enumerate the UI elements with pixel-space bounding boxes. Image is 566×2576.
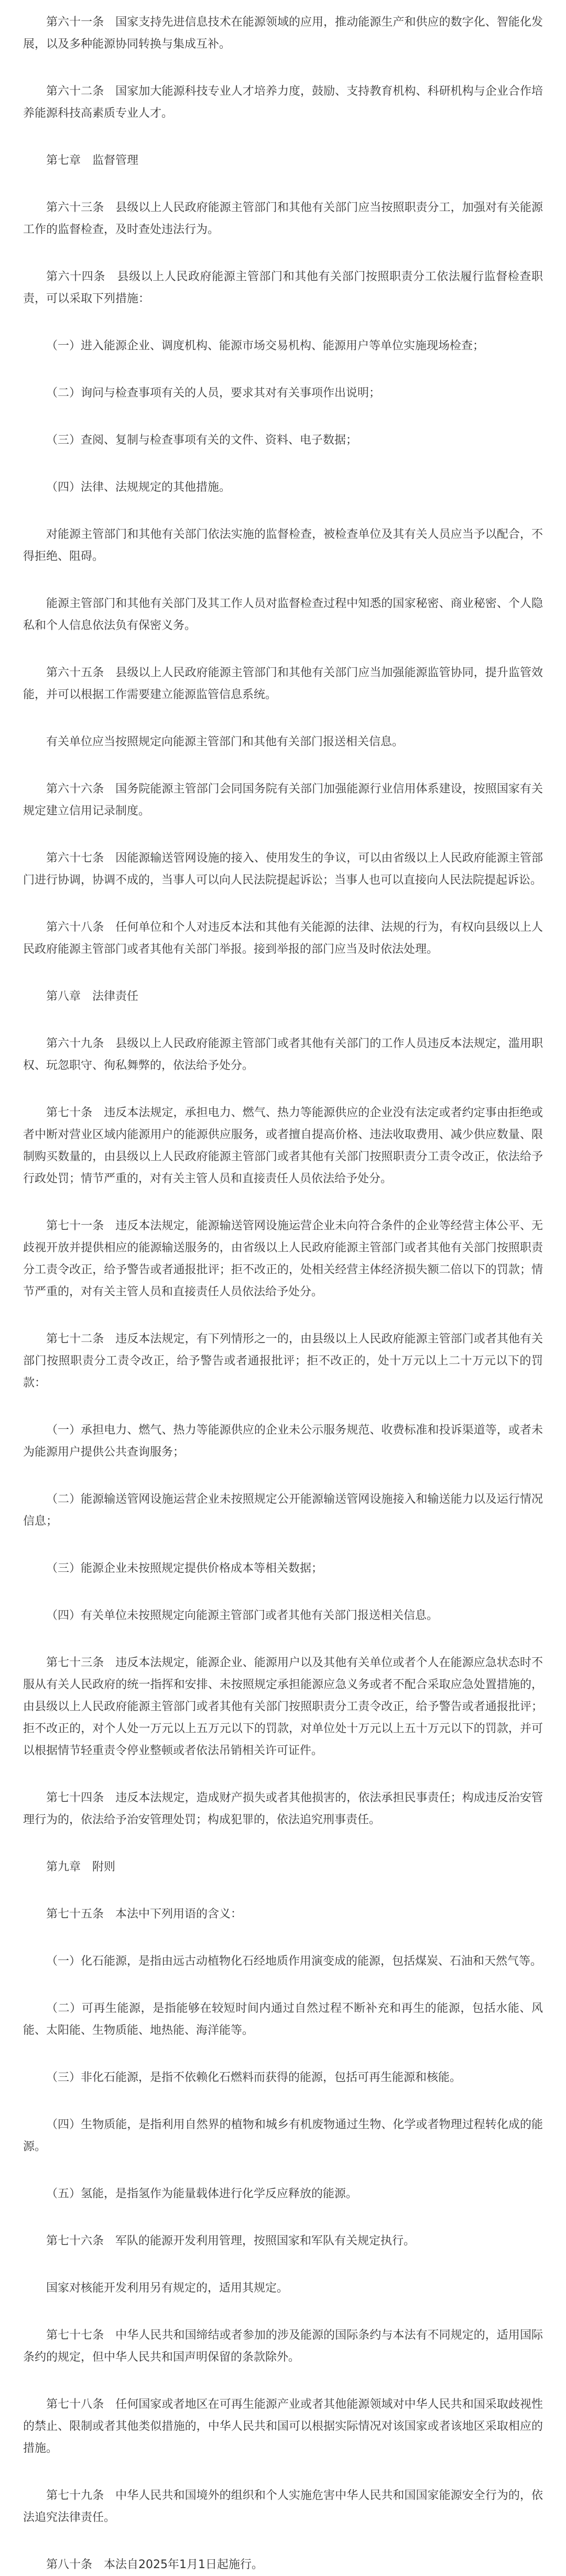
article-paragraph: （二）询问与检查事项有关的人员，要求其对有关事项作出说明； <box>46 387 381 400</box>
chapter-heading: 第八章 法律责任 <box>46 990 139 1003</box>
article-paragraph: 国家对核能开发利用另有规定的，适用其规定。 <box>46 2282 289 2295</box>
article-paragraph: 第六十八条 任何单位和个人对违反本法和其他有关能源的法律、法规的行为，有权向县级以上人民政府能源主管部门或者其他有关部门举报。接到举报的部门应当及时依法处理。 <box>23 921 543 956</box>
article-paragraph: 第七十五条 本法中下列用语的含义： <box>46 1908 243 1921</box>
article-paragraph: 第六十六条 国务院能源主管部门会同国务院有关部门加强能源行业信用体系建设，按照国家有关规定建立信用记录制度。 <box>23 783 543 818</box>
article-paragraph: （三）能源企业未按照规定提供价格成本等相关数据； <box>46 1562 323 1575</box>
article-paragraph: （四）法律、法规规定的其他措施。 <box>46 481 231 494</box>
article-paragraph: 第六十一条 国家支持先进信息技术在能源领域的应用，推动能源生产和供应的数字化、智能化发展，以及多种能源协同转换与集成互补。 <box>23 16 543 51</box>
article-paragraph: 第七十三条 违反本法规定，能源企业、能源用户以及其他有关单位或者个人在能源应急状态时不服从有关人民政府的统一指挥和安排、未按照规定承担能源应急义务或者不配合采取应急处置措施的，由县级以上人民政府能源主管部门或者其他有关部门按照职责分工责令改正，给予警告或者通报批评；拒不改正的，对个人处一万元以上五万元以下的罚款，对单位处十万元以上五十万元以下的罚款，并可以根据情节轻重责令停业整顿或者依法吊销相关许可证件。 <box>23 1656 543 1757</box>
article-paragraph: 第七十条 违反本法规定，承担电力、燃气、热力等能源供应的企业没有法定或者约定事由拒绝或者中断对营业区域内能源用户的能源供应服务，或者擅自提高价格、违法收取费用、减少供应数量、限制购买数量的，由县级以上人民政府能源主管部门或者其他有关部门按照职责分工责令改正，依法给予行政处罚；情节严重的，对有关主管人员和直接责任人员依法给予处分。 <box>23 1106 543 1185</box>
article-paragraph: 第六十三条 县级以上人民政府能源主管部门和其他有关部门应当按照职责分工，加强对有关能源工作的监督检查，及时查处违法行为。 <box>23 201 543 236</box>
chapter-heading: 第九章 附则 <box>46 1861 116 1874</box>
article-paragraph: 第七十一条 违反本法规定，能源输送管网设施运营企业未向符合条件的企业等经营主体公平、无歧视开放并提供相应的能源输送服务的，由省级以上人民政府能源主管部门或者其他有关部门按照职责分工责令改正，给予警告或者通报批评；拒不改正的，处相关经营主体经济损失额二倍以下的罚款；情节严重的，对有关主管人员和直接责任人员依法给予处分。 <box>23 1219 543 1298</box>
article-paragraph: （二）可再生能源，是指能够在较短时间内通过自然过程不断补充和再生的能源，包括水能、风能、太阳能、生物质能、地热能、海洋能等。 <box>23 2002 543 2037</box>
article-paragraph: 第六十四条 县级以上人民政府能源主管部门和其他有关部门按照职责分工依法履行监督检查职责，可以采取下列措施： <box>23 270 543 305</box>
article-paragraph: （一）化石能源，是指由远古动植物化石经地质作用演变成的能源，包括煤炭、石油和天然气等。 <box>46 1955 542 1968</box>
article-paragraph: 第七十四条 违反本法规定，造成财产损失或者其他损害的，依法承担民事责任；构成违反治安管理行为的，依法给予治安管理处罚；构成犯罪的，依法追究刑事责任。 <box>23 1791 543 1826</box>
article-paragraph: （四）生物质能，是指利用自然界的植物和城乡有机废物通过生物、化学或者物理过程转化成的能源。 <box>23 2118 543 2153</box>
article-paragraph: 第六十七条 因能源输送管网设施的接入、使用发生的争议，可以由省级以上人民政府能源主管部门进行协调，协调不成的，当事人可以向人民法院提起诉讼；当事人也可以直接向人民法院提起诉讼。 <box>23 852 543 887</box>
article-paragraph: 第八十条 本法自2025年1月1日起施行。 <box>46 2558 263 2571</box>
article-paragraph: 第七十七条 中华人民共和国缔结或者参加的涉及能源的国际条约与本法有不同规定的，适用国际条约的规定，但中华人民共和国声明保留的条款除外。 <box>23 2329 543 2364</box>
article-paragraph: （三）查阅、复制与检查事项有关的文件、资料、电子数据； <box>46 434 358 447</box>
article-paragraph: 有关单位应当按照规定向能源主管部门和其他有关部门报送相关信息。 <box>46 735 404 748</box>
article-paragraph: （一）进入能源企业、调度机构、能源市场交易机构、能源用户等单位实施现场检查； <box>46 339 485 353</box>
article-paragraph: （一）承担电力、燃气、热力等能源供应的企业未公示服务规范、收费标准和投诉渠道等，或者未为能源用户提供公共查询服务； <box>23 1424 543 1459</box>
article-paragraph: （四）有关单位未按照规定向能源主管部门或者其他有关部门报送相关信息。 <box>46 1609 439 1622</box>
article-paragraph: 第六十二条 国家加大能源科技专业人才培养力度，鼓励、支持教育机构、科研机构与企业合作培养能源科技高素质专业人才。 <box>23 85 543 120</box>
article-paragraph: 对能源主管部门和其他有关部门依法实施的监督检查，被检查单位及其有关人员应当予以配合，不得拒绝、阻碍。 <box>23 528 543 563</box>
article-paragraph: 第六十九条 县级以上人民政府能源主管部门或者其他有关部门的工作人员违反本法规定，滥用职权、玩忽职守、徇私舞弊的，依法给予处分。 <box>23 1037 543 1072</box>
article-paragraph: 第七十二条 违反本法规定，有下列情形之一的，由县级以上人民政府能源主管部门或者其他有关部门按照职责分工责令改正，给予警告或者通报批评；拒不改正的，处十万元以上二十万元以下的罚款： <box>23 1333 543 1390</box>
article-paragraph: 第七十八条 任何国家或者地区在可再生能源产业或者其他能源领域对中华人民共和国采取歧视性的禁止、限制或者其他类似措施的，中华人民共和国可以根据实际情况对该国家或者该地区采取相应的措施。 <box>23 2398 543 2455</box>
article-paragraph: 第七十九条 中华人民共和国境外的组织和个人实施危害中华人民共和国国家能源安全行为的，依法追究法律责任。 <box>23 2489 543 2524</box>
article-paragraph: 第七十六条 军队的能源开发利用管理，按照国家和军队有关规定执行。 <box>46 2234 416 2248</box>
article-paragraph: （二）能源输送管网设施运营企业未按照规定公开能源输送管网设施接入和输送能力以及运行情况信息； <box>23 1493 543 1528</box>
article-paragraph: 第六十五条 县级以上人民政府能源主管部门和其他有关部门应当加强能源监管协同，提升监管效能，并可以根据工作需要建立能源监管信息系统。 <box>23 666 543 701</box>
article-paragraph: （三）非化石能源，是指不依赖化石燃料而获得的能源，包括可再生能源和核能。 <box>46 2071 462 2084</box>
chapter-heading: 第七章 监督管理 <box>46 154 139 167</box>
article-paragraph: 能源主管部门和其他有关部门及其工作人员对监督检查过程中知悉的国家秘密、商业秘密、个人隐私和个人信息依法负有保密义务。 <box>23 597 543 632</box>
article-paragraph: （五）氢能，是指氢作为能量载体进行化学反应释放的能源。 <box>46 2187 358 2200</box>
